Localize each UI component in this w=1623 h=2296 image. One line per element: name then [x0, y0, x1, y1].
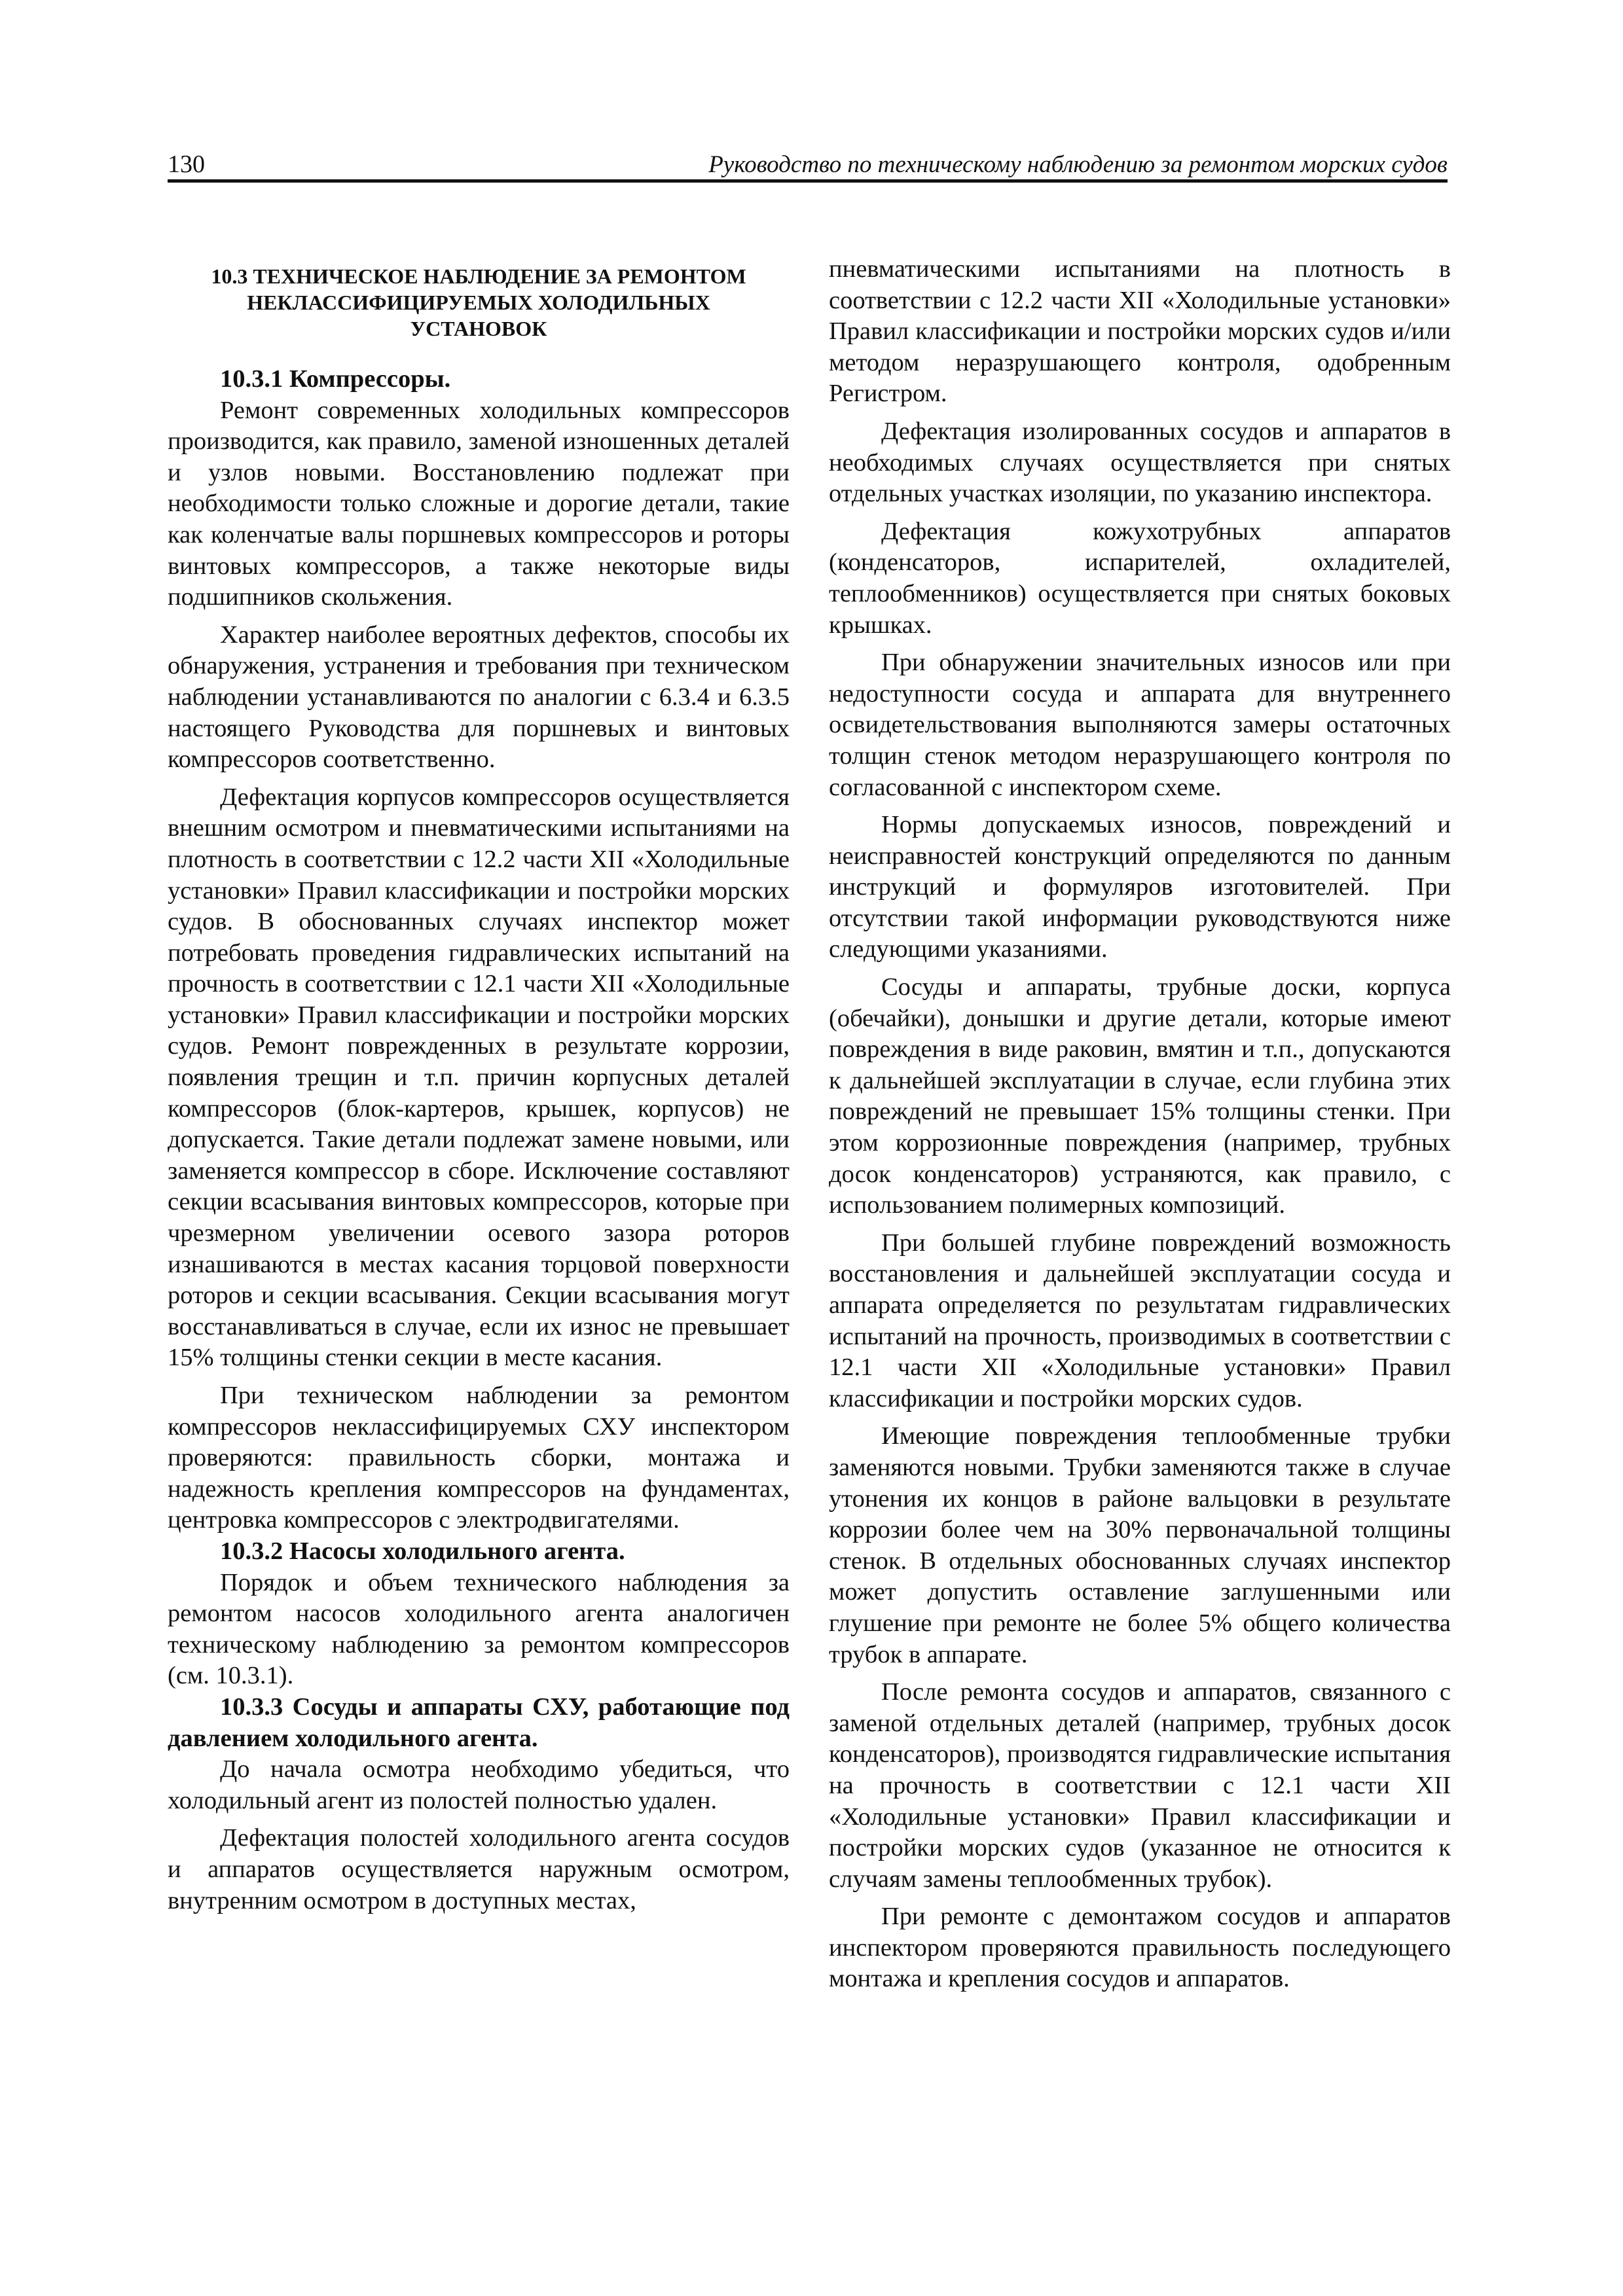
section-title-line: 10.3 ТЕХНИЧЕСКОЕ НАБЛЮДЕНИЕ ЗА РЕМОНТОМ: [211, 264, 746, 288]
paragraph: При обнаружении значительных износов или при недоступности сосуда и аппарата для внутреннего освидетельствования выполняются замеры остаточных толщин стенок методом неразрушающего контроля по согласованной с инспектором схеме.: [829, 649, 1451, 801]
left-column: [168, 254, 790, 1923]
paragraph: При ремонте с демонтажом сосудов и аппаратов инспектором проверяются правильность последующего монтажа и крепления сосудов и аппаратов.: [829, 1903, 1451, 1993]
page-header: [168, 145, 1448, 183]
paragraph: После ремонта сосудов и аппаратов, связанного с заменой отдельных деталей (например, трубных досок конденсаторов), производятся гидравлические испытания на прочность в соответствии с 12.1 части XII «Холодильные установки» Правил классификации и постройки морских судов (указанное не относится к случаям замены теплообменных трубок).: [829, 1678, 1451, 1893]
paragraph: Характер наиболее вероятных дефектов, способы их обнаружения, устранения и требования при техническом наблюдении устанавливаются по аналогии с 6.3.4 и 6.3.5 настоящего Руководства для поршневых и винтовых компрессоров соответственно.: [168, 620, 790, 774]
page-number: 130: [168, 151, 205, 178]
subsection-heading-10-3-1: 10.3.1 Компрессоры.: [220, 365, 451, 393]
section-title-line: УСТАНОВОК: [410, 317, 547, 340]
paragraph: Сосуды и аппараты, трубные доски, корпуса (обечайки), донышки и другие детали, которые имеют повреждения в виде раковин, вмятин и т.п., допускаются к дальнейшей эксплуатации в случае, если глубина этих повреждений не превышает 15% толщины стенки. При этом коррозионные повреждения (например, трубных досок конденсаторов) устраняются, как правило, с использованием полимерных композиций.: [829, 973, 1451, 1219]
subsection-heading-10-3-3: 10.3.3 Сосуды и аппараты СХУ, работающие под давлением холодильного агента.: [168, 1693, 790, 1752]
paragraph: При большей глубине повреждений возможность восстановления и дальнейшей эксплуатации сосуда и аппарата определяется по результатам гидравлических испытаний на прочность, производимых в соответствии с 12.1 части XII «Холодильные установки» Правил классификации и постройки морских судов.: [829, 1229, 1451, 1412]
subsection-heading-10-3-2: 10.3.2 Насосы холодильного агента.: [220, 1537, 625, 1565]
paragraph: Нормы допускаемых износов, повреждений и неисправностей конструкций определяются по данным инструкций и формуляров изготовителей. При отсутствии такой информации руководствуются ниже следующими указаниями.: [829, 811, 1451, 963]
paragraph: Дефектация кожухотрубных аппаратов (конденсаторов, испарителей, охладителей, теплообменников) осуществляется при снятых боковых крышках.: [829, 517, 1451, 639]
paragraph: Дефектация корпусов компрессоров осуществляется внешним осмотром и пневматическими испытаниями на плотность в соответствии с 12.2 части XII «Холодильные установки» Правил классификации и постройки морских судов. В обоснованных случаях инспектор может потребовать проведения гидравлических испытаний на прочность в соответствии с 12.1 части XII «Холодильные установки» Правил классификации и постройки морских судов. Ремонт поврежденных в результате коррозии, появления трещин и т.п. причин корпусных деталей компрессоров (блок-картеров, крышек, корпусов) не допускается. Такие детали подлежат замене новыми, или заменяется компрессор в сборе. Исключение составляют секции всасывания винтовых компрессоров, которые при чрезмерном увеличении осевого зазора роторов изнашиваются в местах касания торцовой поверхности роторов и секции всасывания. Секции всасывания могут восстанавливаться в случае, если их износ не превышает 15% толщины стенки секции в месте касания.: [168, 783, 790, 1372]
paragraph: При техническом наблюдении за ремонтом компрессоров неклассифицируемых СХУ инспектором проверяются: правильность сборки, монтажа и надежность крепления компрессоров на фундаментах, центровка компрессоров с электродвигателями.: [168, 1382, 790, 1534]
paragraph: Порядок и объем технического наблюдения за ремонтом насосов холодильного агента аналогичен техническому наблюдению за ремонтом компрессоров (см. 10.3.1).: [168, 1568, 790, 1690]
running-title: Руководство по техническому наблюдению за ремонтом морских судов: [708, 151, 1448, 178]
paragraph: Дефектация полостей холодильного агента сосудов и аппаратов осуществляется наружным осмотром, внутренним осмотром в доступных местах,: [168, 1824, 790, 1914]
paragraph: Дефектация изолированных сосудов и аппаратов в необходимых случаях осуществляется при снятых отдельных участках изоляции, по указанию инспектора.: [829, 417, 1451, 508]
right-column: [829, 254, 1451, 2001]
section-title-line: НЕКЛАССИФИЦИРУЕМЫХ ХОЛОДИЛЬНЫХ: [247, 291, 710, 314]
paragraph: Ремонт современных холодильных компрессоров производится, как правило, заменой изношенных деталей и узлов новыми. Восстановлению подлежат при необходимости только сложные и дорогие детали, такие как коленчатые валы поршневых компрессоров и роторы винтовых компрессоров, а также некоторые виды подшипников скольжения.: [168, 396, 790, 611]
paragraph: пневматическими испытаниями на плотность в соответствии с 12.2 части XII «Холодильные установки» Правил классификации и постройки морских судов и/или методом неразрушающего контроля, одобренным Регистром.: [829, 255, 1451, 408]
paragraph: Имеющие повреждения теплообменные трубки заменяются новыми. Трубки заменяются также в случае утонения их концов в районе вальцовки в результате коррозии более чем на 30% первоначальной толщины стенок. В отдельных обоснованных случаях инспектор может допустить оставление заглушенными или глушение при ремонте не более 5% общего количества трубок в аппарате.: [829, 1422, 1451, 1668]
section-title: [168, 263, 790, 342]
paragraph: До начала осмотра необходимо убедиться, что холодильный агент из полостей полностью удален.: [168, 1755, 790, 1814]
